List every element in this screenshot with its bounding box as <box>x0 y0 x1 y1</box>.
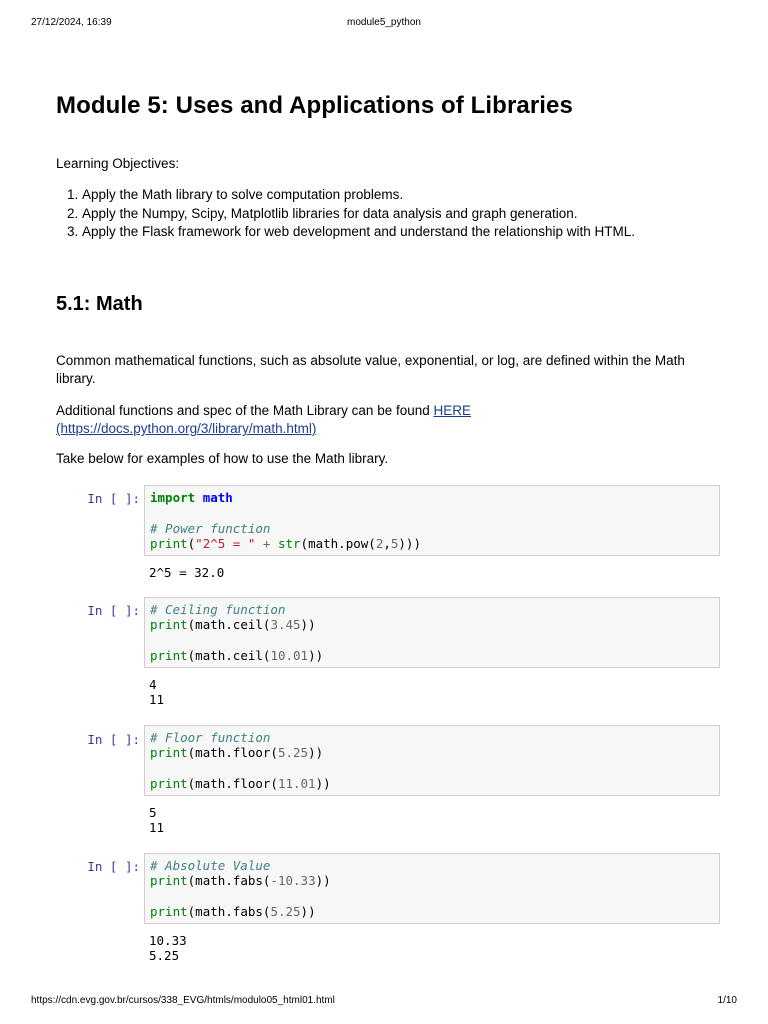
code-number: 3.45 <box>270 617 301 633</box>
code-number: 5.25 <box>277 745 309 761</box>
code-token: )) <box>308 647 324 663</box>
examples-paragraph: Take below for examples of how to use the Math library. <box>56 451 389 466</box>
code-token: (math.fabs( <box>187 903 271 919</box>
code-token: print <box>150 617 188 633</box>
math-docs-link[interactable]: HERE <box>433 403 472 418</box>
code-token: (math.floor( <box>187 775 278 791</box>
cell-prompt: In [ ]: <box>87 732 140 747</box>
code-token: (math.fabs( <box>187 873 271 889</box>
code-cell-floor[interactable] <box>144 725 720 796</box>
code-number: 11.01 <box>277 775 316 791</box>
code-token: str <box>277 535 301 551</box>
code-token: )) <box>308 745 324 761</box>
code-token: print <box>150 745 188 761</box>
code-cell-fabs[interactable] <box>144 853 720 924</box>
code-token: ( <box>187 535 196 551</box>
code-cell-power[interactable] <box>144 485 720 556</box>
code-token: math <box>202 490 233 505</box>
cell-prompt: In [ ]: <box>87 491 140 506</box>
code-token: )) <box>300 903 316 919</box>
code-token: + <box>255 535 278 551</box>
print-url: https://cdn.evg.gov.br/cursos/338_EVG/htmls/modulo05_html01.html <box>31 995 335 1006</box>
objectives-list <box>56 186 742 242</box>
print-doc-title: module5_python <box>347 17 421 28</box>
code-token: import <box>150 490 196 505</box>
code-token: print <box>150 535 188 551</box>
objective-item: 1. Apply the Math library to solve computation problems. <box>82 186 742 205</box>
code-token: - <box>270 873 278 889</box>
cell-output: 2^5 = 32.0 <box>149 565 225 580</box>
objectives-label: Learning Objectives: <box>56 156 180 171</box>
cell-output: 10.33 5.25 <box>149 933 187 964</box>
cell-output: 5 11 <box>149 805 165 836</box>
code-token: print <box>150 647 188 663</box>
code-token: print <box>150 775 188 791</box>
code-number: 10.01 <box>270 647 309 663</box>
code-token: (math.ceil( <box>187 647 271 663</box>
code-comment: # Absolute Value <box>150 858 271 873</box>
code-token: (math.pow( <box>300 535 376 551</box>
page-title: Module 5: Uses and Applications of Libraries <box>56 92 573 119</box>
cell-prompt: In [ ]: <box>87 859 140 874</box>
code-token: , <box>383 535 391 551</box>
code-token: (math.ceil( <box>187 617 271 633</box>
objective-item: 3. Apply the Flask framework for web development and understand the relationship with HTML. <box>82 223 742 242</box>
code-token: )) <box>315 873 331 889</box>
print-page-number: 1/10 <box>717 995 737 1006</box>
cell-prompt: In [ ]: <box>87 603 140 618</box>
link-prefix-text: Additional functions and spec of the Math Library can be found <box>56 403 434 418</box>
math-docs-url-link[interactable]: (https://docs.python.org/3/library/math.html) <box>56 421 317 436</box>
code-comment: # Ceiling function <box>150 602 286 617</box>
link-paragraph <box>56 402 716 438</box>
code-token: )) <box>300 617 316 633</box>
code-number: 5.25 <box>270 903 301 919</box>
code-token: ))) <box>398 535 421 551</box>
code-token: )) <box>315 775 331 791</box>
code-token: print <box>150 873 188 889</box>
code-comment: # Floor function <box>150 730 271 745</box>
section-heading: 5.1: Math <box>56 293 143 315</box>
code-cell-ceil[interactable] <box>144 597 720 668</box>
intro-paragraph: Common mathematical functions, such as absolute value, exponential, or log, are defined within the Math library. <box>56 353 685 386</box>
code-number: 2 <box>375 535 384 551</box>
code-token: print <box>150 903 188 919</box>
code-token: (math.floor( <box>187 745 278 761</box>
print-datetime: 27/12/2024, 16:39 <box>31 17 112 28</box>
objective-item: 2. Apply the Numpy, Scipy, Matplotlib libraries for data analysis and graph generation. <box>82 205 742 224</box>
code-number: 10.33 <box>277 873 316 889</box>
code-number: 5 <box>390 535 399 551</box>
cell-output: 4 11 <box>149 677 165 708</box>
code-string: "2^5 = " <box>195 535 256 551</box>
code-comment: # Power function <box>150 520 271 536</box>
